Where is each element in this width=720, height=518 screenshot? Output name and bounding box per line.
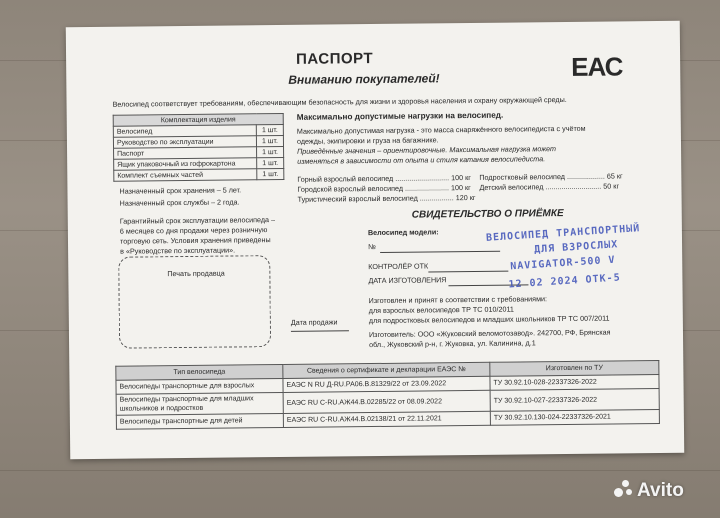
warranty-line: в «Руководстве по эксплуатации». <box>120 245 236 256</box>
qc-line <box>428 271 508 273</box>
kit-item: Паспорт <box>114 147 257 159</box>
warranty-line: 6 месяцев со дня продажи через розничную <box>119 225 268 236</box>
conformity-text: для взрослых велосипедов ТР ТС 010/2011 <box>368 304 514 316</box>
load-item: Городской взрослый велосипед ...................... 100 кг <box>297 182 471 194</box>
kit-qty: 1 шт. <box>256 135 283 146</box>
date-label: ДАТА ИЗГОТОВЛЕНИЯ <box>368 275 447 286</box>
model-label: Велосипед модели: <box>367 227 439 238</box>
tu-number: ТУ 30.92.10-028-22337326-2022 <box>490 375 659 391</box>
acceptance-stamp-line: ВЕЛОСИПЕД ТРАНСПОРТНЫЙ <box>485 223 641 244</box>
qc-label: КОНТРОЛЁР ОТК <box>368 261 429 272</box>
seller-stamp-area <box>118 255 271 349</box>
passport-sheet <box>66 21 684 459</box>
load-note: Приведённые значения – ориентировочные. Максимальная нагрузка может <box>297 144 557 156</box>
kit-item: Руководство по эксплуатации <box>113 136 256 148</box>
load-item: Детский велосипед ............................ 50 кг <box>479 181 620 192</box>
manufacturer-text: обл., Жуковский р-н, г. Жуковка, ул. Калинина, д.1 <box>369 338 536 350</box>
storage-term: Назначенный срок хранения – 5 лет. <box>119 185 242 196</box>
sale-date-label: Дата продажи <box>290 317 338 327</box>
bike-type: Велосипеды транспортные для взрослых <box>116 378 283 394</box>
certificate-number: ЕАЭС N RU Д-RU.РА06.В.81329/22 от 23.09.2022 <box>283 376 490 392</box>
seller-stamp-label: Печать продавца <box>167 268 225 279</box>
eac-logo: ЕАС <box>571 51 623 82</box>
bike-type: Велосипеды транспортные для детей <box>116 413 283 429</box>
service-term: Назначенный срок службы – 2 года. <box>119 197 240 208</box>
tu-number: ТУ 30.92.10.130-024-22337326-2021 <box>490 410 659 426</box>
load-text: одежды, экипировки и груза на багажнике. <box>296 135 439 146</box>
acceptance-title: СВИДЕТЕЛЬСТВО О ПРИЁМКЕ <box>411 208 564 221</box>
kit-item: Ящик упаковочный из гофрокартона <box>114 158 257 170</box>
load-text: Максимально допустимая нагрузка - это масса снаряжённого велосипедиста с учётом <box>296 123 586 136</box>
load-item: Подростковый велосипед ................... 65 кг <box>479 171 623 182</box>
number-label: № <box>368 241 376 252</box>
conformity-text: Изготовлен и принят в соответствии с требованиями: <box>368 294 548 306</box>
certificate-table <box>115 360 660 430</box>
load-item: Горный взрослый велосипед ........................... 100 кг <box>297 172 471 184</box>
warranty-line: Гарантийный срок эксплуатации велосипеда – <box>119 215 276 226</box>
certificate-number: ЕАЭС RU С-RU.АЖ44.В.02285/22 от 08.09.2022 <box>283 390 490 413</box>
column-header: Тип велосипеда <box>116 364 283 380</box>
table-row <box>114 168 284 181</box>
acceptance-stamp-line: 12 02 2024 ОТК-5 <box>508 272 622 291</box>
kit-item: Велосипед <box>113 125 256 137</box>
kit-item: Комплект съемных частей <box>114 169 257 181</box>
kit-header: Комплектация изделия <box>113 113 283 126</box>
load-item: Туристический взрослый велосипед ................. 120 кг <box>297 192 476 204</box>
avito-text: Avito <box>637 480 684 501</box>
load-title: Максимально допустимые нагрузки на велосипед. <box>296 110 504 122</box>
kit-qty: 1 шт. <box>257 157 284 168</box>
acceptance-stamp-line: ДЛЯ ВЗРОСЛЫХ <box>533 239 619 256</box>
manufacturer-text: Изготовитель: ООО «Жуковский веломотозавод». 242700, РФ, Брянская <box>368 327 611 340</box>
kit-table <box>113 113 285 182</box>
avito-watermark <box>614 480 684 502</box>
sale-date-line <box>291 330 349 332</box>
intro-text: Велосипед соответствует требованиям, обеспечивающим безопасность для жизни и здоровья населения и охрану окружающей среды. <box>112 94 567 109</box>
load-note: изменяться в зависимости от опыта и стиля катания велосипедиста. <box>297 154 546 166</box>
page-title: ПАСПОРТ <box>296 50 374 68</box>
kit-qty: 1 шт. <box>257 168 284 179</box>
number-line <box>380 251 500 253</box>
column-header: Сведения о сертификате и декларации ЕАЭС № <box>283 362 490 378</box>
column-header: Изготовлен по ТУ <box>490 361 659 377</box>
acceptance-stamp-line: NAVIGATOR-500 V <box>510 254 616 273</box>
conformity-text: для подростковых велосипедов и младших школьников ТР ТС 007/2011 <box>368 313 610 326</box>
kit-qty: 1 шт. <box>256 124 283 135</box>
page-subtitle: Вниманию покупателей! <box>288 71 440 87</box>
tu-number: ТУ 30.92.10-027-22337326-2022 <box>490 389 659 412</box>
avito-logo-icon <box>614 480 634 498</box>
bike-type: Велосипеды транспортные для младших школьников и подростков <box>116 392 283 415</box>
certificate-number: ЕАЭС RU С-RU.АЖ44.В.02138/21 от 22.11.2021 <box>283 411 490 427</box>
kit-qty: 1 шт. <box>257 146 284 157</box>
warranty-line: торговую сеть. Условия хранения приведены <box>119 235 271 246</box>
